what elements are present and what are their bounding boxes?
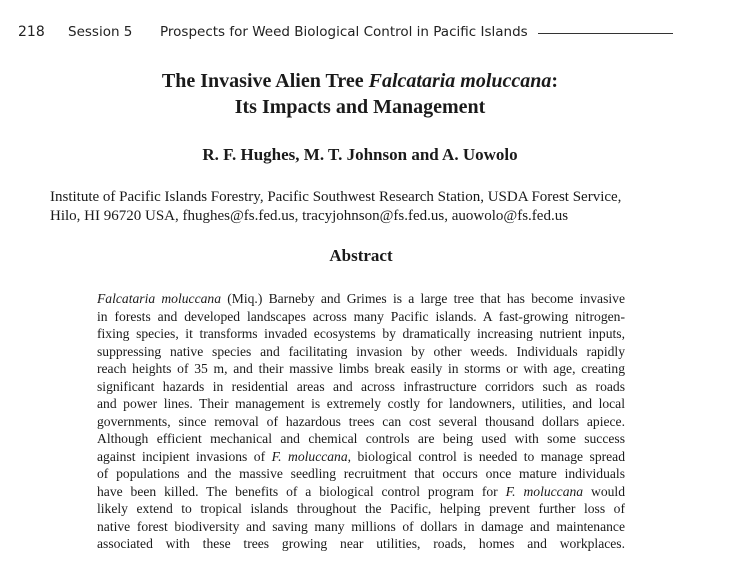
page-number: 218 [18,24,45,40]
header-rule [538,33,673,34]
author-list: R. F. Hughes, M. T. Johnson and A. Uowolo [202,145,518,164]
abstract-text: governments, since removal of hazardous trees can cost several thousand dollars apiece. [97,413,625,429]
abstract-text: associated with these trees growing near utilities, roads, homes and workplaces. [97,536,625,551]
abstract-text: significant hazards in residential areas and across infrastructure corridors such as roads [97,378,625,394]
abstract-line [97,430,625,448]
title-species-name: Falcataria moluccana [368,70,552,92]
abstract-line [97,500,625,518]
abstract-text: Although efficient mechanical and chemical controls are being used with some success [97,431,625,446]
abstract-line [97,378,625,396]
abstract-line [97,325,625,343]
abstract-text: reach heights of 35 m, and their massive limbs break easily in storms or with age, creating [97,361,625,376]
abstract-text: of populations and the massive seedling recruitment that occurs once mature individuals [97,466,625,481]
abstract-text: in forests and developed landscapes across many Pacific islands. A fast-growing nitrogen- [97,308,625,324]
title-line-2: Its Impacts and Management [234,96,486,118]
paper-title [0,68,720,120]
abstract-text: (Miq.) Barneby and Grimes is a large tree that has become invasive [221,291,625,306]
species-name: Falcataria moluccana [97,291,222,306]
abstract-line [97,483,625,501]
abstract-text: would [583,483,625,499]
abstract-line [97,308,625,326]
affiliation-line-2: Hilo, HI 96720 USA, fhughes@fs.fed.us, tracyjohnson@fs.fed.us, auowolo@fs.fed.us [50,208,569,224]
running-title: Prospects for Weed Biological Control in Pacific Islands [160,24,528,40]
abstract-text: native forest biodiversity and saving many millions of dollars in damage and maintenance [97,518,625,534]
abstract-text: , biological control is needed to manage spread [347,448,625,464]
abstract-line [97,290,625,308]
abstract-text: fixing species, it transforms invaded ecosystems by dramatically increasing nutrient inputs, [97,326,625,341]
title-line-1 [0,68,720,94]
abstract-line [97,465,625,483]
abstract-text: have been killed. The benefits of a biological control program for [97,483,506,499]
abstract-line [97,518,625,536]
abstract-line [97,395,625,413]
abstract-line [97,343,625,361]
abstract-body [97,290,625,553]
abstract-line [97,360,625,378]
running-header [18,24,678,42]
abstract-line [97,413,625,431]
species-name: F. moluccana [271,448,348,464]
abstract-text: suppressing native species and facilitating invasion by other weeds. Individuals rapidly [97,343,625,359]
abstract-line [97,535,625,553]
title-line-1-pre: The Invasive Alien Tree [161,70,369,92]
species-name: F. moluccana [505,483,584,499]
abstract-heading: Abstract [329,246,393,265]
abstract-text: and power lines. Their management is extremely costly for landowners, utilities, and local [97,396,625,411]
abstract-text: likely extend to tropical islands throughout the Pacific, helping prevent further loss of [97,501,625,516]
abstract-line [97,448,625,466]
affiliation [50,188,690,226]
affiliation-line-1: Institute of Pacific Islands Forestry, Pacific Southwest Research Station, USDA Forest Service, [50,189,622,205]
title-line-1-post: : [551,70,559,92]
abstract-text: against incipient invasions of [97,448,272,464]
session-label: Session 5 [68,24,133,40]
